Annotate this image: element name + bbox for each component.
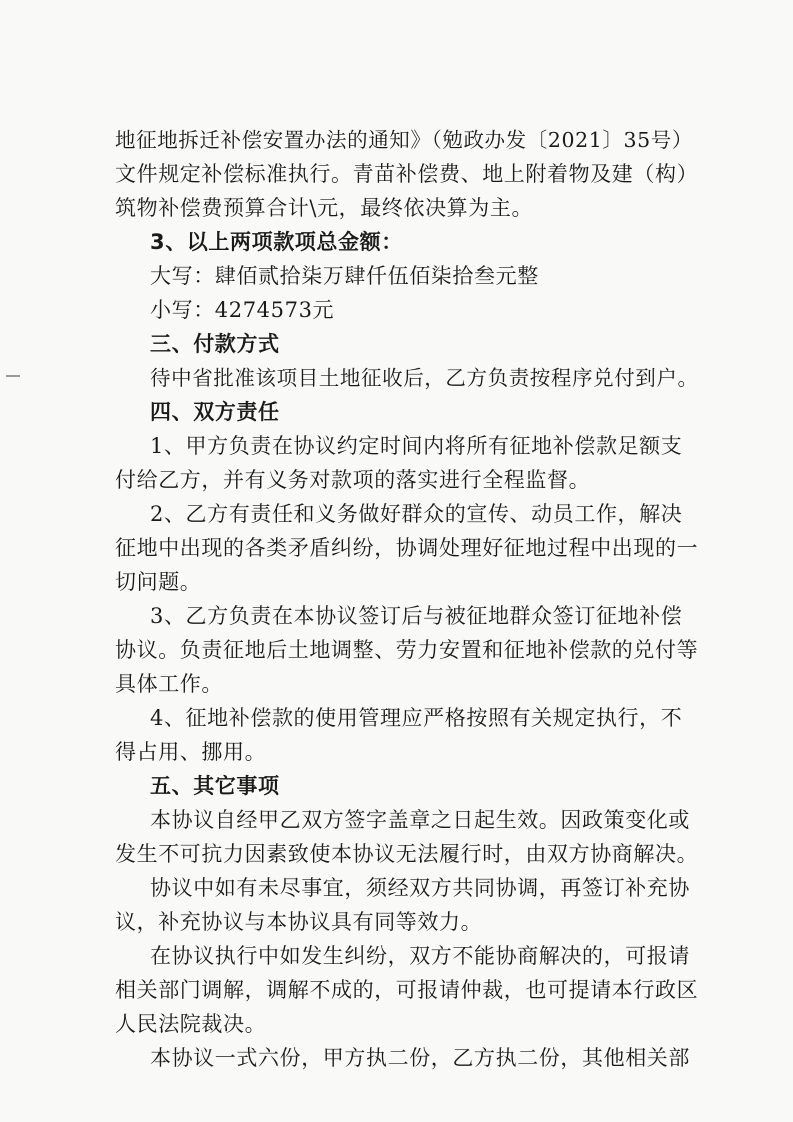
body-line: 1、甲方负责在协议约定时间内将所有征地补偿款足额支 <box>150 434 683 458</box>
body-line: 征地中出现的各类矛盾纠纷，协调处理好征地过程中出现的一 <box>115 536 699 560</box>
margin-mark <box>6 375 20 377</box>
body-line: 议，补充协议与本协议具有同等效力。 <box>115 910 483 934</box>
body-line: 4、征地补偿款的使用管理应严格按照有关规定执行，不 <box>150 706 683 730</box>
body-line: 相关部门调解，调解不成的，可报请仲裁，也可提请本行政区 <box>115 978 699 1002</box>
body-line: 具体工作。 <box>115 672 223 696</box>
body-line: 在协议执行中如发生纠纷，双方不能协商解决的，可报请 <box>150 944 690 968</box>
body-line: 2、乙方有责任和义务做好群众的宣传、动员工作，解决 <box>150 502 683 526</box>
body-line: 协议。负责征地后土地调整、劳力安置和征地补偿款的兑付等 <box>115 638 699 662</box>
body-line: 发生不可抗力因素致使本协议无法履行时，由双方协商解决。 <box>115 842 699 866</box>
body-line: 付给乙方，并有义务对款项的落实进行全程监督。 <box>115 468 591 492</box>
section-heading-other: 五、其它事项 <box>150 774 280 798</box>
body-line: 得占用、挪用。 <box>115 740 267 764</box>
body-line: 3、乙方负责在本协议签订后与被征地群众签订征地补偿 <box>150 604 683 628</box>
body-line: 文件规定补偿标准执行。青苗补偿费、地上附着物及建（构） <box>115 162 699 186</box>
body-line: 切问题。 <box>115 570 202 594</box>
amount-uppercase: 大写：肆佰贰拾柒万肆仟伍佰柒拾叁元整 <box>150 264 539 288</box>
body-line: 筑物补偿费预算合计\元，最终依决算为主。 <box>115 196 534 220</box>
body-line: 待中省批准该项目土地征收后，乙方负责按程序兑付到户。 <box>150 366 699 390</box>
body-line: 地征地拆迁补偿安置办法的通知》（勉政办发〔2021〕35号） <box>115 128 694 152</box>
body-line: 人民法院裁决。 <box>115 1012 267 1036</box>
body-line: 本协议自经甲乙双方签字盖章之日起生效。因政策变化或 <box>150 808 690 832</box>
body-line: 协议中如有未尽事宜，须经双方共同协调，再签订补充协 <box>150 876 690 900</box>
amount-numeric: 小写：4274573元 <box>150 298 335 322</box>
section-heading-responsibilities: 四、双方责任 <box>150 400 280 424</box>
section-subheading: 3、以上两项款项总金额： <box>150 230 403 254</box>
body-line: 本协议一式六份，甲方执二份，乙方执二份，其他相关部 <box>150 1046 690 1070</box>
section-heading-payment: 三、付款方式 <box>150 332 280 356</box>
